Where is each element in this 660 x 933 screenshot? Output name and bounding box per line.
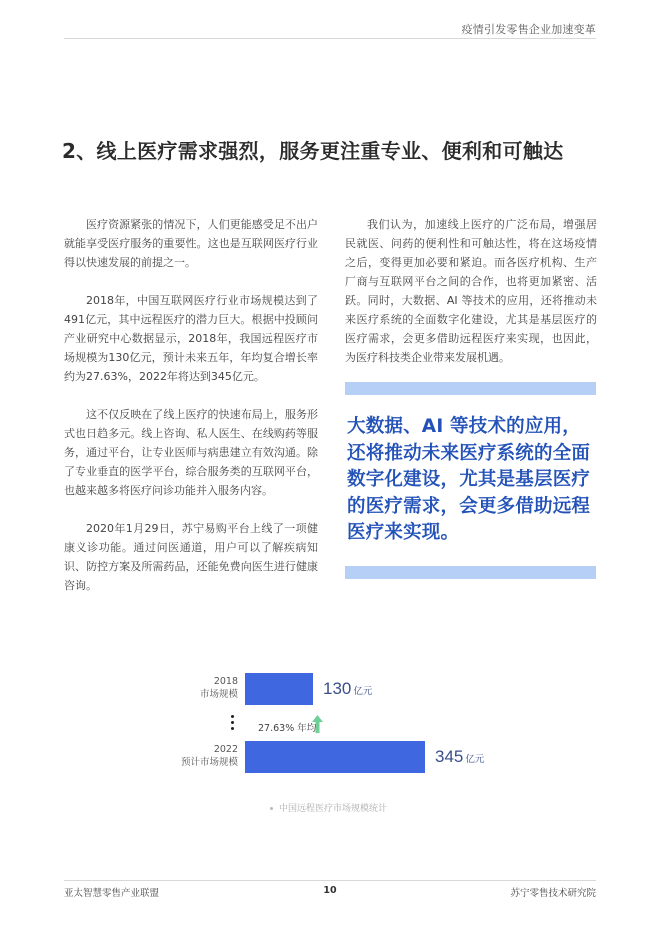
ellipsis-dots-icon (231, 715, 234, 733)
header-rule (64, 38, 596, 39)
bar-label-desc: 市场规模 (199, 689, 238, 700)
bar-value-unit: 亿元 (465, 754, 485, 765)
section-title: 2、线上医疗需求强烈，服务更注重专业、便利和可触达 (62, 139, 564, 163)
footer-right: 苏宁零售技术研究院 (510, 888, 596, 899)
chart-caption (270, 801, 387, 814)
footer-left: 亚太智慧零售产业联盟 (64, 888, 160, 899)
callout-band-bottom (345, 566, 596, 579)
bar-label-2022 (158, 743, 238, 769)
bar-2022 (245, 741, 425, 773)
bar-2018 (245, 673, 313, 705)
bar-value-2022 (435, 747, 484, 767)
paragraph: 这不仅反映在了线上医疗的快速布局上，服务形式也日趋多元。线上咨询、私人医生、在线购药等服务，通过平台，让专业医师与病患建立有效沟通。除了专业垂直的医学平台，综合服务类的互联网平台，也越来越多将医疗问诊功能并入服务内容。 (64, 408, 318, 497)
bar-value-number: 130 (323, 679, 352, 698)
growth-label: 27.63% 年均 (258, 723, 317, 734)
paragraph: 医疗资源紧张的情况下，人们更能感受足不出户就能享受医疗服务的重要性。这也是互联网医疗行业得以快速发展的前提之一。 (64, 218, 318, 269)
bullet-icon (270, 807, 273, 810)
arrow-up-icon (312, 715, 323, 733)
bar-value-unit: 亿元 (353, 686, 373, 697)
paragraph: 我们认为，加速线上医疗的广泛布局，增强居民就医、问药的便利性和可触达性，将在这场疫情之后，变得更加必要和紧迫。而各医疗机构、生产厂商与互联网平台之间的合作，也将更加紧密、活跃。同时，大数据、AI 等技术的应用，还将推动未来医疗系统的全面数字化建设，尤其是基层医疗的医疗需求，会更多借助远程医疗来实现，也因此，为医疗科技类企业带来发展机遇。 (345, 218, 597, 364)
bar-label-2018 (158, 675, 238, 701)
footer-rule (64, 880, 596, 881)
bar-label-year: 2018 (213, 676, 238, 687)
paragraph: 2020年1月29日，苏宁易购平台上线了一项健康义诊功能。通过问医通道，用户可以了解疾病知识、防控方案及所需药品，还能免费向医生进行健康咨询。 (64, 522, 318, 592)
paragraph: 2018年，中国互联网医疗行业市场规模达到了491亿元，其中远程医疗的潜力巨大。根据中投顾问产业研究中心数据显示，2018年，我国远程医疗市场规模为130亿元，预计未来五年，年均复合增长率约为27.63%，2022年将达到345亿元。 (64, 294, 318, 383)
page-number: 10 (323, 885, 337, 896)
bar-value-number: 345 (435, 747, 464, 766)
bar-label-desc: 预计市场规模 (180, 757, 238, 768)
header-title: 疫情引发零售企业加速变革 (461, 23, 596, 36)
bar-value-2018 (323, 679, 372, 699)
callout-band-top (345, 382, 596, 395)
caption-text: 中国远程医疗市场规模统计 (279, 804, 388, 814)
bar-label-year: 2022 (213, 744, 238, 755)
callout-quote: 大数据、AI 等技术的应用，还将推动未来医疗系统的全面数字化建设，尤其是基层医疗的医疗需求，会更多借助远程医疗来实现。 (347, 416, 591, 543)
right-column (345, 215, 597, 386)
left-column (64, 215, 318, 614)
